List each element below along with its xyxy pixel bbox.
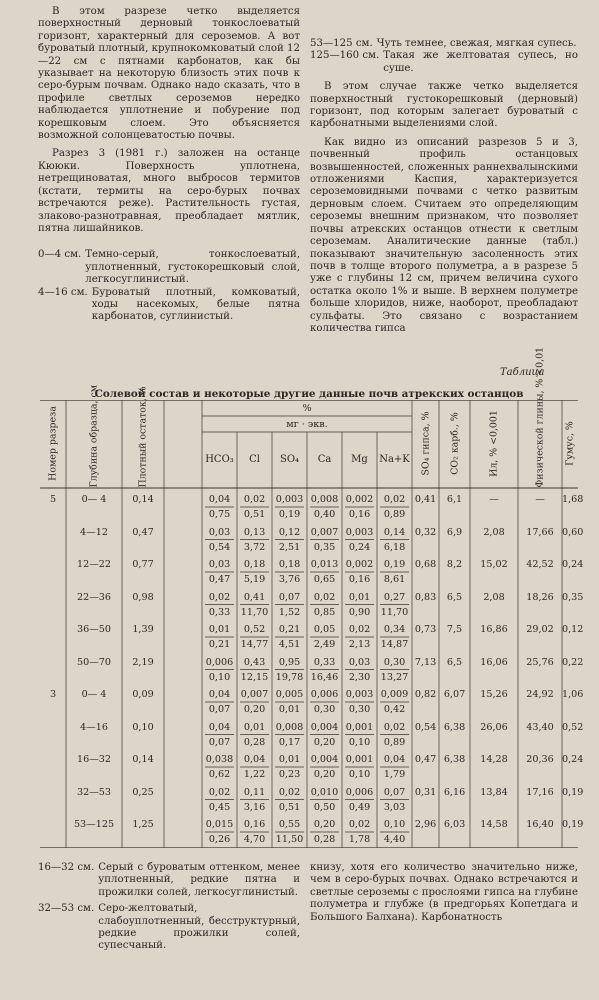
row-humus: 0,52 — [562, 721, 584, 733]
header-silt: Ил, % <0,001 — [488, 410, 500, 477]
row-percent-value: 0,34 — [383, 624, 406, 635]
row-percent-value: 0,43 — [243, 656, 266, 668]
row-mgeq-value: 0,30 — [348, 704, 371, 715]
row-co2: 6,16 — [443, 786, 466, 798]
row-co2: 8,2 — [446, 559, 463, 570]
row-depth: 32—53 — [76, 786, 111, 798]
header-mg: Mg — [351, 454, 368, 465]
row-humus: 0,19 — [562, 786, 584, 798]
row-co2: 7,5 — [446, 624, 463, 635]
row-percent-value: 0,001 — [345, 721, 374, 733]
row-mgeq-value: 0,23 — [278, 769, 301, 780]
row-clay: 42,52 — [526, 559, 554, 570]
row-percent-value: 0,14 — [383, 526, 406, 538]
row-mgeq-value: 0,62 — [208, 769, 231, 780]
row-percent-value: 0,10 — [383, 819, 406, 830]
row-gypsum: 7,13 — [414, 656, 437, 668]
row-gypsum: 2,96 — [414, 819, 437, 830]
horizon-text: Чуть темнее, свежая, мягкая супесь. — [376, 38, 577, 49]
row-co2: 6,5 — [446, 656, 463, 668]
horizon-depth: 0—4 см. — [38, 249, 82, 261]
row-percent-value: 0,01 — [348, 591, 371, 603]
horizon-text: Серый с буроватым оттенком, менее уплотненный, редкие пятна и прожилки солей, легкосуглинистый. — [98, 862, 300, 898]
row-co2: 6,5 — [446, 591, 463, 603]
row-mgeq-value: 3,72 — [243, 541, 266, 553]
row-mgeq-value: 0,01 — [278, 704, 301, 715]
row-clay: 24,92 — [526, 689, 554, 700]
row-residue: 1,25 — [132, 819, 154, 830]
paragraph: Разрез 3 (1981 г.) заложен на останце Кююки. Поверхность уплотнена, нетрещиноватая, много выбросов термитов (кстати, термиты на серо-бурых почвах встречаются реже). Растительность густая, злаково-разнотравная, преобладает мятлик, пятна лишайников. — [38, 148, 300, 234]
row-percent-value: 0,04 — [208, 494, 231, 505]
row-mgeq-value: 0,07 — [208, 736, 231, 748]
row-percent-value: 0,01 — [243, 721, 266, 733]
row-mgeq-value: 11,70 — [240, 606, 269, 618]
row-mgeq-value: 3,16 — [243, 801, 266, 813]
row-percent-value: 0,003 — [345, 689, 374, 700]
row-percent-value: 0,009 — [380, 689, 409, 700]
header-nak: Na+K — [379, 454, 410, 465]
row-mgeq-value: 0,75 — [208, 509, 231, 520]
row-mgeq-value: 0,35 — [313, 541, 336, 553]
row-percent-value: 0,02 — [383, 721, 406, 733]
row-percent-value: 0,02 — [278, 786, 301, 798]
row-percent-value: 0,11 — [243, 786, 266, 798]
row-gypsum: 0,31 — [414, 786, 437, 798]
row-gypsum: 0,73 — [414, 624, 437, 635]
row-mgeq-value: 4,70 — [243, 834, 266, 845]
row-depth: 16—32 — [76, 754, 111, 765]
row-humus: 0,24 — [562, 559, 584, 570]
horizon-entry — [38, 862, 300, 899]
row-silt: 15,26 — [480, 689, 508, 700]
row-co2: 6,1 — [446, 494, 463, 505]
paragraph: Как видно из описаний разрезов 5 и 3, почвенный профиль останцовых возвышенностей, сложенных раннехвалынскими отложениями Каспия, характеризуется сероземовидными почвами с четко развитым дерновым слоем. Считаем это определяющим сероземы внешним признаком, что позволяет почвы атрекских останцов отнести к светлым сероземам. Аналитические данные (табл.) показывают значительную засоленность этих почв в толще второго полуметра, а в разрезе 5 уже с глубины 12 см, причем величина сухого остатка около 1% и выше. В верхнем полуметре больше хлоридов, ниже, наоборот, преобладают сульфаты. Это связано с возрастанием количества гипса — [310, 136, 578, 334]
row-clay: 43,40 — [526, 721, 554, 733]
row-silt: 16,86 — [480, 624, 508, 635]
row-percent-value: 0,04 — [243, 754, 266, 765]
row-percent-value: 0,33 — [313, 656, 336, 668]
row-mgeq-value: 0,28 — [243, 736, 266, 748]
row-clay: 29,02 — [526, 624, 554, 635]
row-percent-value: 0,015 — [205, 819, 234, 830]
row-silt: 26,06 — [480, 721, 508, 733]
row-silt: 2,08 — [483, 591, 505, 603]
row-clay: 20,36 — [526, 754, 554, 765]
row-depth: 12—22 — [76, 559, 111, 570]
row-section-number: 5 — [49, 494, 57, 505]
row-mgeq-value: 3,76 — [278, 574, 301, 585]
row-percent-value: 0,55 — [278, 819, 301, 830]
row-percent-value: 0,02 — [313, 591, 336, 603]
row-percent-value: 0,19 — [383, 559, 406, 570]
row-clay: 17,66 — [526, 526, 554, 538]
horizon-entry — [38, 249, 300, 286]
row-residue: 0,14 — [132, 494, 154, 505]
row-mgeq-value: 3,03 — [383, 801, 406, 813]
row-gypsum: 0,41 — [414, 494, 437, 505]
row-mgeq-value: 0,24 — [348, 541, 371, 553]
row-percent-value: 0,41 — [243, 591, 266, 603]
horizon-entry — [38, 903, 300, 953]
row-mgeq-value: 0,50 — [313, 801, 336, 813]
row-mgeq-value: 0,28 — [313, 834, 336, 845]
row-clay: 18,26 — [526, 591, 554, 603]
row-clay: — — [535, 494, 545, 505]
row-percent-value: 0,02 — [208, 786, 231, 798]
row-percent-value: 0,02 — [348, 819, 371, 830]
row-residue: 0,14 — [132, 754, 154, 765]
row-silt: — — [489, 494, 499, 505]
header-co2: CO₂ карб., % — [449, 412, 460, 475]
row-mgeq-value: 0,17 — [278, 736, 301, 748]
row-mgeq-value: 0,47 — [208, 574, 231, 585]
header-mgeq: мг · экв. — [286, 419, 328, 430]
row-percent-value: 0,005 — [275, 689, 304, 700]
row-percent-value: 0,18 — [278, 559, 301, 570]
row-percent-value: 0,04 — [208, 721, 231, 733]
row-mgeq-value: 14,77 — [240, 639, 269, 650]
row-co2: 6,9 — [446, 526, 463, 538]
row-percent-value: 0,02 — [348, 624, 371, 635]
row-residue: 0,77 — [132, 559, 154, 570]
row-silt: 16,06 — [480, 656, 508, 668]
row-percent-value: 0,02 — [383, 494, 406, 505]
row-mgeq-value: 2,51 — [278, 541, 301, 553]
table-caption: Солевой состав и некоторые другие данные почв атрекских останцов — [94, 388, 524, 400]
horizon-text: Серо-желтоватый, слабоуплотненный, бесструктурный, редкие прожилки солей, супесчаный. — [98, 903, 300, 952]
row-clay: 17,16 — [526, 786, 554, 798]
table-label: Таблица — [500, 367, 545, 378]
row-mgeq-value: 0,42 — [383, 704, 406, 715]
row-percent-value: 0,03 — [348, 656, 371, 668]
row-percent-value: 0,30 — [383, 656, 406, 668]
header-humus: Гумус, % — [564, 421, 576, 466]
row-depth: 50—70 — [76, 656, 111, 668]
row-percent-value: 0,010 — [310, 786, 339, 798]
row-percent-value: 0,007 — [310, 526, 339, 538]
header-depth: Глубина образца, см — [88, 384, 100, 488]
row-mgeq-value: 0,10 — [208, 671, 231, 683]
row-section-number: 3 — [49, 689, 57, 700]
row-percent-value: 0,16 — [243, 819, 266, 830]
row-percent-value: 0,01 — [278, 754, 301, 765]
row-gypsum: 0,54 — [414, 721, 437, 733]
header-residue: Плотный остаток, % — [137, 386, 149, 488]
horizon-entry — [310, 38, 578, 50]
row-mgeq-value: 2,13 — [348, 639, 371, 650]
right-column — [310, 38, 578, 335]
row-percent-value: 0,01 — [208, 624, 231, 635]
row-residue: 0,98 — [132, 591, 154, 603]
row-mgeq-value: 11,50 — [275, 834, 304, 845]
row-percent-value: 0,003 — [275, 494, 304, 505]
row-mgeq-value: 2,30 — [348, 671, 371, 683]
row-mgeq-value: 6,18 — [383, 541, 406, 553]
row-mgeq-value: 11,70 — [380, 606, 409, 618]
row-residue: 0,25 — [132, 786, 154, 798]
row-mgeq-value: 4,40 — [383, 834, 406, 845]
row-co2: 6,07 — [443, 689, 466, 700]
row-mgeq-value: 1,52 — [278, 606, 301, 618]
row-mgeq-value: 5,19 — [243, 574, 266, 585]
row-mgeq-value: 1,22 — [243, 769, 266, 780]
row-percent-value: 0,008 — [275, 721, 304, 733]
row-co2: 6,38 — [443, 754, 466, 765]
row-mgeq-value: 0,26 — [208, 834, 231, 845]
row-percent-value: 0,006 — [205, 656, 234, 668]
horizon-depth: 16—32 см. — [38, 862, 95, 873]
row-mgeq-value: 0,51 — [243, 509, 266, 520]
row-mgeq-value: 0,10 — [348, 736, 371, 748]
row-percent-value: 0,007 — [240, 689, 269, 700]
row-gypsum: 0,32 — [414, 526, 437, 538]
horizon-entry — [38, 287, 300, 324]
row-gypsum: 0,82 — [414, 689, 437, 700]
row-residue: 0,09 — [132, 689, 154, 700]
row-silt: 14,28 — [480, 754, 508, 765]
row-mgeq-value: 14,87 — [380, 639, 409, 650]
row-depth: 4—16 — [80, 721, 108, 733]
row-mgeq-value: 0,20 — [243, 704, 266, 715]
row-percent-value: 0,20 — [313, 819, 336, 830]
row-percent-value: 0,07 — [383, 786, 406, 798]
row-mgeq-value: 0,65 — [313, 574, 336, 585]
header-section-number: Номер разреза — [47, 406, 59, 481]
row-percent-value: 0,008 — [310, 494, 339, 505]
row-percent-value: 0,02 — [243, 494, 266, 505]
row-mgeq-value: 2,49 — [313, 639, 336, 650]
row-percent-value: 0,006 — [310, 689, 339, 700]
row-humus: 0,24 — [562, 754, 584, 765]
row-mgeq-value: 0,20 — [313, 769, 336, 780]
paragraph: В этом случае также четко выделяется поверхностный густокорешковый (дерновый) горизонт, под которым залегает буроватый с карбонатными выделениями слой. — [310, 81, 578, 130]
row-percent-value: 0,13 — [243, 526, 266, 538]
row-mgeq-value: 0,16 — [348, 574, 371, 585]
row-percent-value: 0,18 — [243, 559, 266, 570]
row-mgeq-value: 1,79 — [383, 769, 406, 780]
row-mgeq-value: 0,89 — [383, 736, 406, 748]
row-percent-value: 0,013 — [310, 559, 339, 570]
row-percent-value: 0,002 — [345, 559, 374, 570]
row-silt: 13,84 — [480, 786, 508, 798]
row-percent-value: 0,03 — [208, 559, 231, 570]
row-percent-value: 0,95 — [278, 656, 301, 668]
row-mgeq-value: 0,21 — [208, 639, 231, 650]
row-clay: 25,76 — [526, 656, 554, 668]
horizon-text: Темно-серый, тонкослоеватый, уплотненный, густокорешковый слой, легкосуглинистый. — [85, 249, 300, 286]
row-depth: 53—125 — [73, 819, 115, 830]
row-humus: 0,12 — [562, 624, 584, 635]
row-mgeq-value: 0,49 — [348, 801, 371, 813]
row-mgeq-value: 0,45 — [208, 801, 231, 813]
horizon-depth: 125—160 см. — [310, 50, 380, 62]
horizon-depth: 4—16 см. — [38, 286, 88, 298]
row-percent-value: 0,04 — [383, 754, 406, 765]
row-percent-value: 0,004 — [310, 754, 339, 765]
row-silt: 14,58 — [480, 819, 508, 830]
row-co2: 6,03 — [443, 819, 466, 830]
row-percent-value: 0,02 — [208, 591, 231, 603]
row-depth: 0— 4 — [81, 689, 107, 700]
row-mgeq-value: 0,90 — [348, 606, 371, 618]
row-mgeq-value: 1,78 — [348, 834, 371, 845]
row-mgeq-value: 0,16 — [348, 509, 371, 520]
horizon-text: Такая же желтоватая супесь, но суше. — [383, 50, 578, 74]
row-silt: 15,02 — [480, 559, 508, 570]
row-depth: 22—36 — [76, 591, 111, 603]
row-percent-value: 0,21 — [278, 624, 301, 635]
row-mgeq-value: 0,33 — [208, 606, 231, 618]
row-percent-value: 0,05 — [313, 624, 336, 635]
row-percent-value: 0,03 — [208, 526, 231, 538]
row-mgeq-value: 16,46 — [310, 671, 339, 683]
row-mgeq-value: 4,51 — [278, 639, 301, 650]
row-depth: 4—12 — [80, 526, 108, 538]
header-ca: Ca — [317, 454, 332, 465]
row-percent-value: 0,12 — [278, 526, 301, 538]
row-residue: 2,19 — [132, 656, 154, 668]
horizon-depth: 32—53 см. — [38, 903, 95, 915]
row-mgeq-value: 0,19 — [278, 509, 301, 520]
row-percent-value: 0,001 — [345, 754, 374, 765]
row-depth: 0— 4 — [81, 494, 107, 505]
paragraph: книзу, хотя его количество значительно ниже, чем в серо-бурых почвах. Однако встречаются и светлые сероземы с прослоями гипса на глубине полуметра и глубже (в предгорьях Копетдага и Большого Балхана). Карбонатность — [310, 862, 578, 923]
row-percent-value: 0,003 — [345, 526, 374, 538]
left-column — [38, 6, 300, 324]
row-humus: 0,19 — [562, 819, 584, 830]
row-percent-value: 0,002 — [345, 494, 374, 505]
header-clay: Физической глины, % <0,01 — [534, 346, 546, 488]
row-percent-value: 0,27 — [383, 591, 406, 603]
row-mgeq-value: 0,89 — [383, 509, 406, 520]
row-humus: 0,22 — [562, 656, 584, 668]
horizon-depth: 53—125 см. — [310, 38, 373, 49]
row-residue: 0,10 — [132, 721, 154, 733]
row-mgeq-value: 0,07 — [208, 704, 231, 715]
row-gypsum: 0,68 — [414, 559, 437, 570]
header-cl: Cl — [249, 454, 260, 465]
row-humus: 1,06 — [562, 689, 584, 700]
header-so4: SO₄ — [279, 454, 300, 465]
row-gypsum: 0,47 — [414, 754, 437, 765]
row-gypsum: 0,83 — [414, 591, 437, 603]
row-mgeq-value: 13,27 — [380, 671, 409, 683]
row-clay: 16,40 — [526, 819, 554, 830]
row-humus: 0,35 — [562, 591, 584, 603]
header-hco3: HCO₃ — [205, 454, 234, 465]
row-percent-value: 0,52 — [243, 624, 266, 635]
row-depth: 36—50 — [76, 624, 111, 635]
row-mgeq-value: 19,78 — [275, 671, 304, 683]
row-percent-value: 0,006 — [345, 786, 374, 798]
row-mgeq-value: 0,51 — [278, 801, 301, 813]
row-residue: 1,39 — [132, 624, 154, 635]
row-residue: 0,47 — [132, 526, 154, 538]
header-gypsum: SO₄ гипса, % — [420, 411, 431, 476]
row-mgeq-value: 0,20 — [313, 736, 336, 748]
paragraph: В этом разрезе четко выделяется поверхностный дерновый тонкослоеватый горизонт, характерный для сероземов. А вот буроватый плотный, крупнокомковатый слой 12—22 см с пятнами карбонатов, как бы указывает на некоторую близость этих почв к серо-бурым почвам. Однако надо сказать, что в профиле светлых сероземов нередко наблюдается уплотнение и побурение под корешковым слоем. Это объясняется возможной солонцеватостью почвы. — [38, 6, 300, 142]
row-mgeq-value: 0,54 — [208, 541, 231, 553]
row-silt: 2,08 — [483, 526, 505, 538]
row-co2: 6,38 — [443, 721, 466, 733]
header-percent: % — [302, 403, 312, 414]
row-humus: 0,60 — [562, 526, 584, 538]
horizon-entry — [310, 50, 578, 75]
bottom-left-column — [38, 862, 300, 953]
row-percent-value: 0,038 — [205, 754, 234, 765]
row-mgeq-value: 0,40 — [313, 509, 336, 520]
row-mgeq-value: 12,15 — [240, 671, 269, 683]
row-percent-value: 0,07 — [278, 591, 301, 603]
row-mgeq-value: 8,61 — [383, 574, 406, 585]
horizon-text: Буроватый плотный, комковатый, ходы насекомых, белые пятна карбонатов, суглинистый. — [91, 286, 300, 323]
row-mgeq-value: 0,85 — [313, 606, 336, 618]
row-percent-value: 0,04 — [208, 689, 231, 700]
row-mgeq-value: 0,30 — [313, 704, 336, 715]
bottom-right-column — [310, 862, 578, 924]
row-mgeq-value: 0,10 — [348, 769, 371, 780]
row-percent-value: 0,004 — [310, 721, 339, 733]
row-humus: 1,68 — [562, 494, 584, 505]
